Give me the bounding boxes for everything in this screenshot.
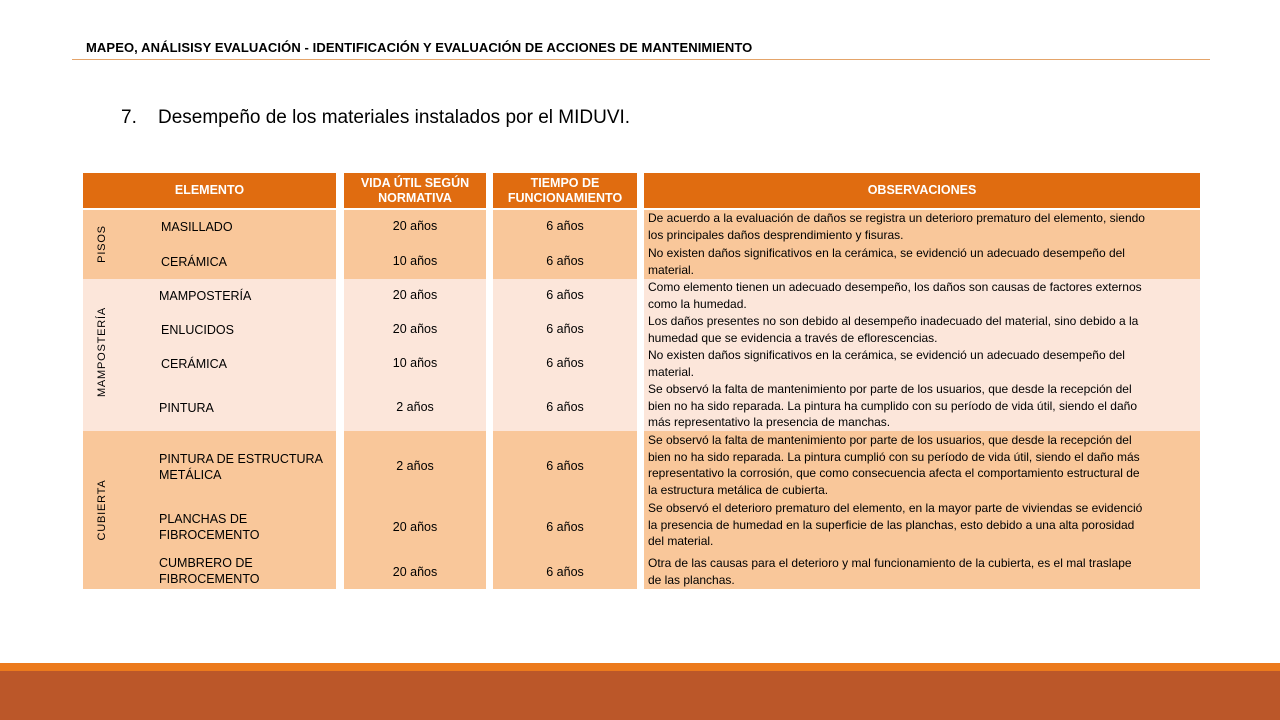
vida-util-cell: 20 años: [392, 219, 438, 233]
footer-accent-stripe: [0, 663, 1280, 671]
vida-util-cell: 10 años: [392, 254, 438, 268]
materials-table: [83, 173, 1200, 589]
vida-util-cell: 20 años: [392, 322, 438, 336]
tiempo-cell: 6 años: [546, 288, 584, 302]
header-observaciones: OBSERVACIONES: [644, 173, 1200, 208]
element-cell: CERÁMICA: [161, 255, 227, 269]
tiempo-cell: 6 años: [546, 565, 584, 579]
element-cell: MASILLADO: [161, 220, 233, 234]
element-cell: PINTURA DE ESTRUCTURA METÁLICA: [159, 452, 323, 482]
element-cell: PLANCHAS DE FIBROCEMENTO: [159, 512, 260, 542]
element-cell: PINTURA: [159, 401, 214, 415]
header-elemento: ELEMENTO: [83, 173, 336, 208]
section-number: 7.: [121, 107, 137, 128]
element-cell: CERÁMICA: [161, 357, 227, 371]
header-tiempo: TIEMPO DE FUNCIONAMIENTO: [493, 173, 637, 208]
vida-util-cell: 2 años: [396, 459, 434, 473]
vida-util-cell: 20 años: [392, 520, 438, 534]
tiempo-cell: 6 años: [546, 322, 584, 336]
group-label-mamposteria: MAMPOSTERÍA: [96, 306, 108, 398]
vida-util-cell: 20 años: [392, 565, 438, 579]
observation-cell: Se observó el deterioro prematuro del elemento, en la mayor parte de viviendas se evidenció la presencia de humedad en la superficie de las planchas, esto debido a una alta porosidad del material.: [648, 501, 1143, 548]
tiempo-cell: 6 años: [546, 459, 584, 473]
tiempo-cell: 6 años: [546, 254, 584, 268]
header-vida-util: VIDA ÚTIL SEGÚN NORMATIVA: [344, 173, 486, 208]
tiempo-cell: 6 años: [546, 520, 584, 534]
observation-cell: Como elemento tienen un adecuado desempeño, los daños son causas de factores externos como la humedad.: [648, 280, 1142, 311]
observation-cell: No existen daños significativos en la cerámica, se evidenció un adecuado desempeño del material.: [648, 348, 1125, 379]
column-gap: [336, 173, 344, 589]
observation-cell: Otra de las causas para el deterioro y mal funcionamiento de la cubierta, es el mal traslape de las planchas.: [648, 556, 1132, 587]
column-gap: [637, 173, 644, 589]
header-divider: [72, 59, 1210, 60]
group-label-cubierta: CUBIERTA: [96, 479, 108, 541]
observation-cell: No existen daños significativos en la cerámica, se evidenció un adecuado desempeño del material.: [648, 246, 1125, 277]
section-heading: [121, 107, 630, 129]
vida-util-cell: 20 años: [392, 288, 438, 302]
observation-cell: Se observó la falta de mantenimiento por parte de los usuarios, que desde la recepción del bien no ha sido reparada. La pintura ha cumplido con su período de vida útil, siendo el daño más representativo la presencia de manchas.: [648, 382, 1138, 429]
header-title: MAPEO, ANÁLISISY EVALUACIÓN - IDENTIFICACIÓN Y EVALUACIÓN DE ACCIONES DE MANTENIMIENTO: [86, 40, 753, 55]
footer-band: [0, 671, 1280, 720]
vida-util-cell: 2 años: [396, 400, 434, 414]
section-title: Desempeño de los materiales instalados por el MIDUVI.: [158, 107, 631, 128]
observation-cell: De acuerdo a la evaluación de daños se registra un deterioro prematuro del elemento, siendo los principales daños desprendimiento y fisuras.: [648, 211, 1145, 242]
observation-cell: Se observó la falta de mantenimiento por parte de los usuarios, que desde la recepción del bien no ha sido reparada. La pintura cumplió con su período de vida útil, siendo el daño más representativo la corrosión, que como consecuencia afecta el comportamiento estructural de la estructura metálica de cubierta.: [648, 433, 1140, 497]
observation-cell: Los daños presentes no son debido al desempeño inadecuado del material, sino debido a la humedad que se evidencia a través de eflorescencias.: [648, 314, 1139, 345]
tiempo-cell: 6 años: [546, 356, 584, 370]
group-label-pisos: PISOS: [96, 225, 108, 263]
column-gap: [486, 173, 493, 589]
vida-util-cell: 10 años: [392, 356, 438, 370]
element-cell: MAMPOSTERÍA: [159, 289, 252, 303]
element-cell: CUMBRERO DE FIBROCEMENTO: [159, 556, 260, 586]
tiempo-cell: 6 años: [546, 400, 584, 414]
tiempo-cell: 6 años: [546, 219, 584, 233]
element-cell: ENLUCIDOS: [161, 323, 234, 337]
